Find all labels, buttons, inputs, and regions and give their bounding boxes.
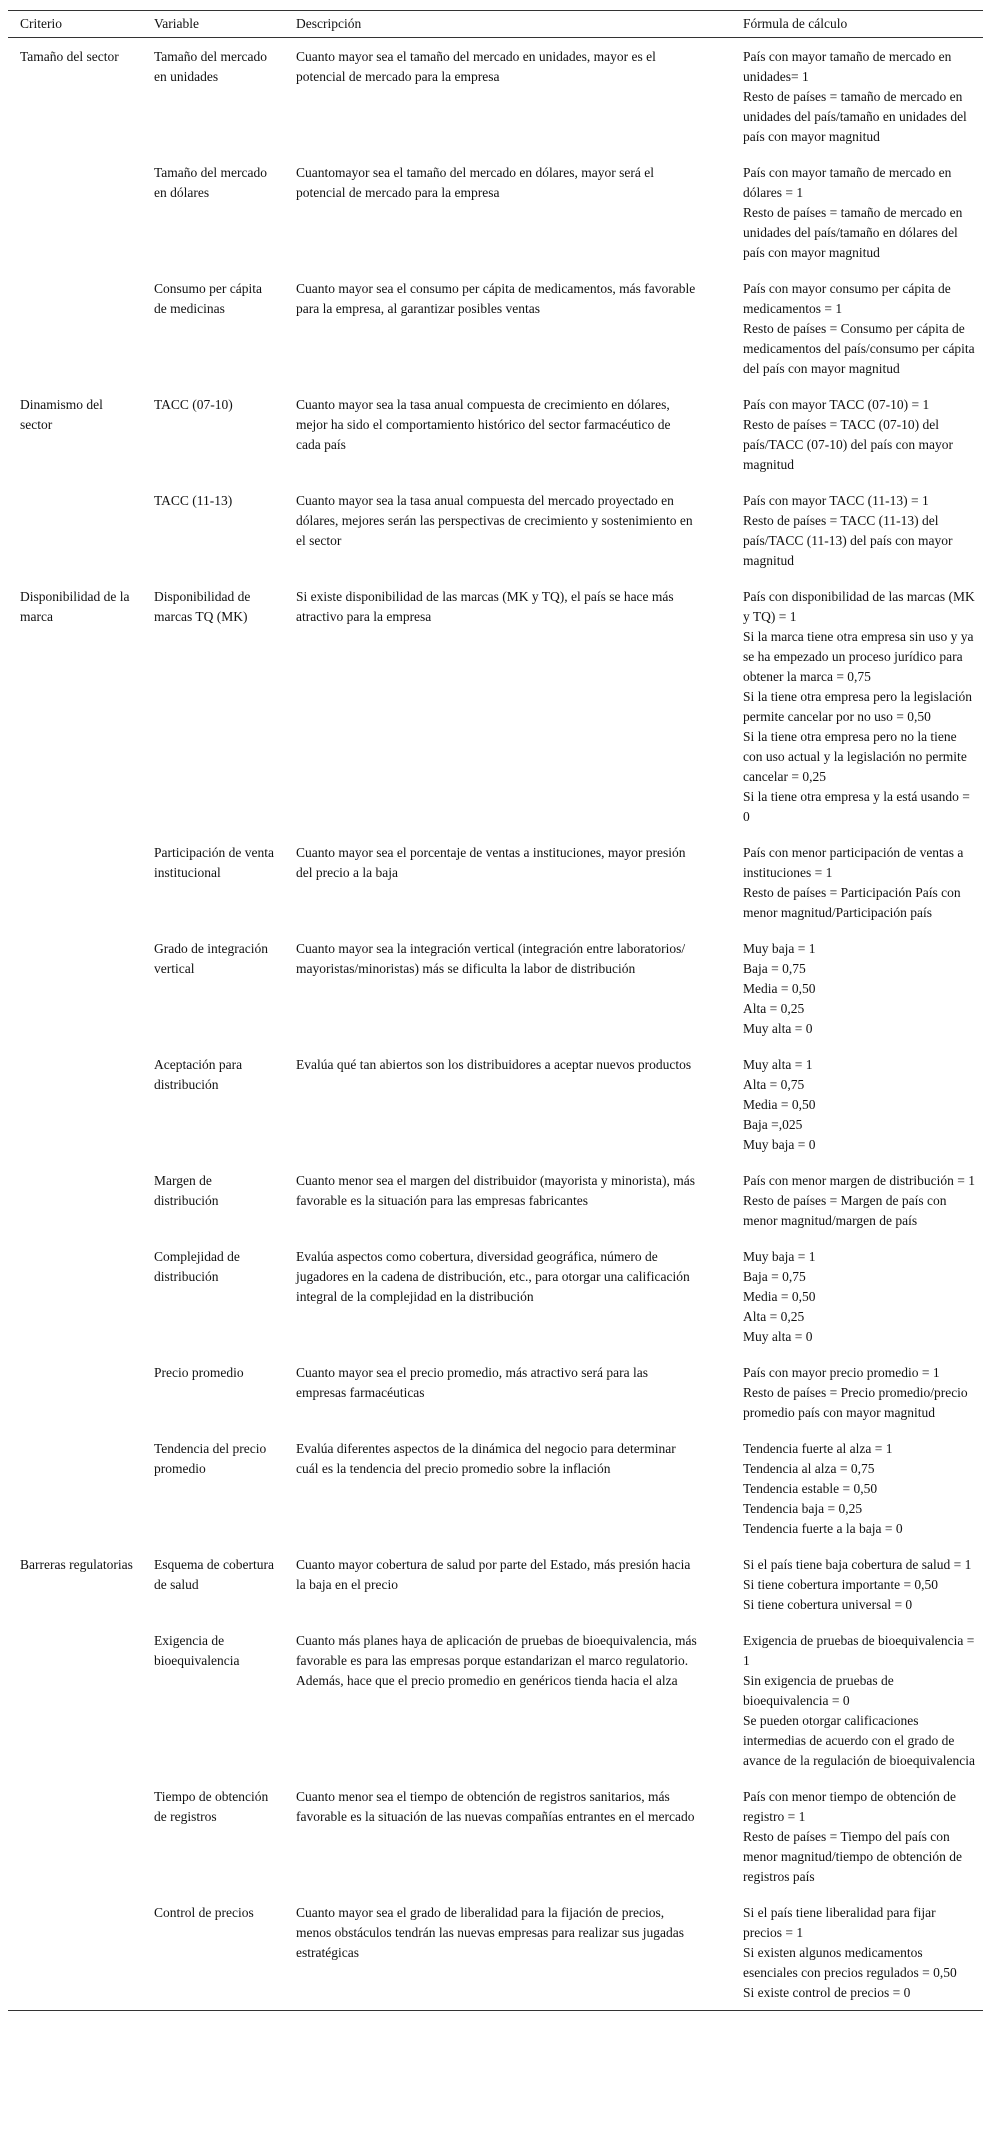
cell-formula <box>731 1430 983 1546</box>
table-row <box>8 1162 983 1238</box>
cell-variable: Tamaño del mercado en unidades <box>154 49 268 84</box>
table-row <box>8 834 983 930</box>
cell-formula <box>731 386 983 482</box>
formula-line: Baja = 0,75 <box>743 961 806 976</box>
table-row <box>8 930 983 1046</box>
cell-criterio <box>8 270 142 386</box>
formula-line: Si tiene cobertura universal = 0 <box>743 1597 913 1612</box>
formula-line: Muy alta = 1 <box>743 1057 813 1072</box>
formula-line: País con mayor TACC (11-13) = 1 <box>743 493 929 508</box>
formula-line: Muy alta = 0 <box>743 1329 813 1344</box>
cell-descripcion: Cuanto mayor sea el precio promedio, más atractivo será para las empresas farmacéuticas <box>296 1365 648 1400</box>
cell-descripcion: Evalúa diferentes aspectos de la dinámica del negocio para determinar cuál es la tendencia del precio promedio sobre la inflación <box>296 1441 676 1476</box>
formula-line: Resto de países = tamaño de mercado en unidades del país/tamaño en dólares del país con mayor magnitud <box>743 205 963 260</box>
formula-line: Tendencia fuerte a la baja = 0 <box>743 1521 903 1536</box>
formula-line: Si tiene cobertura importante = 0,50 <box>743 1577 939 1592</box>
cell-criterio: Barreras regulatorias <box>20 1557 133 1572</box>
cell-criterio <box>8 482 142 578</box>
formula-line: Media = 0,50 <box>743 981 816 996</box>
cell-descripcion: Cuanto más planes haya de aplicación de pruebas de bioequivalencia, más favorable es para las empresas porque estandarizan el marco regulatorio. Además, hace que el precio promedio en genéricos tienda hacia el alza <box>296 1633 697 1688</box>
formula-line: Resto de países = TACC (11-13) del país/TACC (11-13) del país con mayor magnitud <box>743 513 953 568</box>
table-row <box>8 1354 983 1430</box>
formula-line: Si la tiene otra empresa pero la legislación permite cancelar por no uso = 0,50 <box>743 689 973 724</box>
cell-variable: Margen de distribución <box>154 1173 219 1208</box>
cell-criterio: Disponibilidad de la marca <box>20 589 130 624</box>
cell-variable: TACC (07-10) <box>154 397 233 412</box>
cell-formula <box>731 482 983 578</box>
formula-line: Si existen algunos medicamentos esenciales con precios regulados = 0,50 <box>743 1945 957 1980</box>
formula-line: Media = 0,50 <box>743 1097 816 1112</box>
table-row <box>8 1778 983 1894</box>
cell-criterio <box>8 1622 142 1778</box>
formula-line: Resto de países = TACC (07-10) del país/TACC (07-10) del país con mayor magnitud <box>743 417 954 472</box>
formula-line: Si el país tiene baja cobertura de salud = 1 <box>743 1557 972 1572</box>
cell-variable: Tiempo de obtención de registros <box>154 1789 269 1824</box>
cell-criterio <box>8 1162 142 1238</box>
formula-line: Tendencia fuerte al alza = 1 <box>743 1441 893 1456</box>
cell-descripcion: Evalúa qué tan abiertos son los distribuidores a aceptar nuevos productos <box>296 1057 692 1072</box>
cell-criterio <box>8 1894 142 2011</box>
formula-line: Resto de países = tamaño de mercado en unidades del país/tamaño en unidades del país con mayor magnitud <box>743 89 967 144</box>
formula-line: Resto de países = Participación País con menor magnitud/Participación país <box>743 885 961 920</box>
cell-formula <box>731 578 983 834</box>
formula-line: Muy alta = 0 <box>743 1021 813 1036</box>
formula-line: Sin exigencia de pruebas de bioequivalencia = 0 <box>743 1673 894 1708</box>
formula-line: Baja =,025 <box>743 1117 803 1132</box>
table-row <box>8 38 983 155</box>
cell-criterio <box>8 1354 142 1430</box>
header-formula: Fórmula de cálculo <box>731 11 983 38</box>
formula-line: Alta = 0,25 <box>743 1309 805 1324</box>
formula-line: Se pueden otorgar calificaciones intermedias de acuerdo con el grado de avance de la regulación de bioequivalencia <box>743 1713 976 1768</box>
formula-line: País con menor participación de ventas a instituciones = 1 <box>743 845 964 880</box>
cell-criterio: Dinamismo del sector <box>20 397 103 432</box>
cell-variable: Tendencia del precio promedio <box>154 1441 267 1476</box>
table-row <box>8 1546 983 1622</box>
cell-descripcion: Cuanto mayor sea la integración vertical (integración entre laboratorios/ mayoristas/minoristas) más se dificulta la labor de distribución <box>296 941 686 976</box>
cell-variable: Exigencia de bioequivalencia <box>154 1633 240 1668</box>
formula-line: Si la tiene otra empresa pero no la tiene con uso actual y la legislación no permite cancelar = 0,25 <box>743 729 967 784</box>
cell-formula <box>731 834 983 930</box>
cell-descripcion: Cuantomayor sea el tamaño del mercado en dólares, mayor será el potencial de mercado para la empresa <box>296 165 654 200</box>
cell-formula <box>731 154 983 270</box>
table-row <box>8 154 983 270</box>
formula-line: País con mayor TACC (07-10) = 1 <box>743 397 930 412</box>
cell-descripcion: Cuanto mayor sea el grado de liberalidad para la fijación de precios, menos obstáculos tendrán las nuevas empresas para realizar sus jugadas estratégicas <box>284 1894 731 2011</box>
formula-line: País con mayor tamaño de mercado en unidades= 1 <box>743 49 952 84</box>
formula-line: Alta = 0,75 <box>743 1077 805 1092</box>
table-row <box>8 482 983 578</box>
cell-formula <box>731 1894 983 2011</box>
formula-line: Resto de países = Precio promedio/precio promedio país con mayor magnitud <box>743 1385 968 1420</box>
table-row <box>8 1894 983 2011</box>
cell-variable: Consumo per cápita de medicinas <box>154 281 262 316</box>
cell-criterio <box>8 1430 142 1546</box>
cell-formula <box>731 38 983 155</box>
cell-criterio <box>8 1238 142 1354</box>
cell-descripcion: Cuanto menor sea el margen del distribuidor (mayorista y minorista), más favorable es la situación para las empresas fabricantes <box>296 1173 696 1208</box>
table-row <box>8 1046 983 1162</box>
formula-line: País con mayor consumo per cápita de medicamentos = 1 <box>743 281 951 316</box>
cell-descripcion: Cuanto mayor sea la tasa anual compuesta del mercado proyectado en dólares, mejores serán las perspectivas de crecimiento y sostenimiento en el sector <box>296 493 693 548</box>
formula-line: Muy baja = 0 <box>743 1137 816 1152</box>
cell-formula <box>731 1622 983 1778</box>
cell-descripcion: Cuanto mayor cobertura de salud por parte del Estado, más presión hacia la baja en el precio <box>296 1557 691 1592</box>
cell-formula <box>731 1046 983 1162</box>
cell-descripcion: Si existe disponibilidad de las marcas (MK y TQ), el país se hace más atractivo para la empresa <box>296 589 674 624</box>
formula-line: Baja = 0,75 <box>743 1269 806 1284</box>
table-row <box>8 1430 983 1546</box>
formula-line: Tendencia al alza = 0,75 <box>743 1461 875 1476</box>
cell-variable: Tamaño del mercado en dólares <box>154 165 268 200</box>
table-row <box>8 578 983 834</box>
cell-criterio <box>8 1046 142 1162</box>
cell-descripcion: Cuanto menor sea el tiempo de obtención de registros sanitarios, más favorable es la situación de las nuevas compañías entrantes en el mercado <box>296 1789 695 1824</box>
cell-descripcion: Evalúa aspectos como cobertura, diversidad geográfica, número de jugadores en la cadena de distribución, etc., para otorgar una calificación integral de la complejidad en la distribución <box>296 1249 690 1304</box>
table-body <box>8 38 983 2011</box>
formula-line: País con menor margen de distribución = 1 <box>743 1173 975 1188</box>
cell-criterio <box>8 834 142 930</box>
cell-formula <box>731 270 983 386</box>
table-row <box>8 270 983 386</box>
cell-variable: Precio promedio <box>154 1365 244 1380</box>
cell-descripcion: Cuanto mayor sea la tasa anual compuesta de crecimiento en dólares, mejor ha sido el comportamiento histórico del sector farmacéutico de cada país <box>296 397 671 452</box>
cell-descripcion: Cuanto mayor sea el tamaño del mercado en unidades, mayor es el potencial de mercado para la empresa <box>296 49 656 84</box>
cell-formula <box>731 1778 983 1894</box>
cell-criterio <box>8 930 142 1046</box>
header-variable: Variable <box>142 11 284 38</box>
cell-variable: TACC (11-13) <box>154 493 233 508</box>
cell-variable: Complejidad de distribución <box>154 1249 240 1284</box>
cell-formula <box>731 1546 983 1622</box>
criteria-table <box>8 10 983 2011</box>
cell-descripcion: Cuanto mayor sea el porcentaje de ventas a instituciones, mayor presión del precio a la baja <box>296 845 686 880</box>
formula-line: Media = 0,50 <box>743 1289 816 1304</box>
formula-line: Si existe control de precios = 0 <box>743 1985 911 2000</box>
formula-line: País con disponibilidad de las marcas (MK y TQ) = 1 <box>743 589 975 624</box>
formula-line: Muy baja = 1 <box>743 941 816 956</box>
cell-formula <box>731 1162 983 1238</box>
cell-variable: Grado de integración vertical <box>154 941 268 976</box>
table-header <box>8 11 983 38</box>
cell-criterio <box>8 1778 142 1894</box>
header-descripcion: Descripción <box>284 11 731 38</box>
header-criterio: Criterio <box>8 11 142 38</box>
formula-line: Muy baja = 1 <box>743 1249 816 1264</box>
formula-line: Si el país tiene liberalidad para fijar precios = 1 <box>743 1905 936 1940</box>
cell-variable: Control de precios <box>142 1894 284 2011</box>
formula-line: Alta = 0,25 <box>743 1001 805 1016</box>
formula-line: Resto de países = Tiempo del país con menor magnitud/tiempo de obtención de registros país <box>743 1829 962 1884</box>
cell-formula <box>731 1354 983 1430</box>
cell-variable: Disponibilidad de marcas TQ (MK) <box>154 589 251 624</box>
formula-line: País con mayor precio promedio = 1 <box>743 1365 940 1380</box>
formula-line: Exigencia de pruebas de bioequivalencia = 1 <box>743 1633 975 1668</box>
cell-criterio <box>8 154 142 270</box>
table-row <box>8 386 983 482</box>
formula-line: País con menor tiempo de obtención de registro = 1 <box>743 1789 956 1824</box>
formula-line: Resto de países = Margen de país con menor magnitud/margen de país <box>743 1193 947 1228</box>
cell-formula <box>731 930 983 1046</box>
header-row <box>8 11 983 38</box>
table-row <box>8 1622 983 1778</box>
cell-variable: Esquema de cobertura de salud <box>154 1557 274 1592</box>
formula-line: Si la tiene otra empresa y la está usando = 0 <box>743 789 970 824</box>
cell-criterio: Tamaño del sector <box>20 49 119 64</box>
table-row <box>8 1238 983 1354</box>
formula-line: Si la marca tiene otra empresa sin uso y ya se ha empezado un proceso jurídico para obtener la marca = 0,75 <box>743 629 974 684</box>
formula-line: Resto de países = Consumo per cápita de medicamentos del país/consumo per cápita del país con mayor magnitud <box>743 321 975 376</box>
cell-variable: Participación de venta institucional <box>154 845 274 880</box>
formula-line: Tendencia baja = 0,25 <box>743 1501 863 1516</box>
formula-line: País con mayor tamaño de mercado en dólares = 1 <box>743 165 952 200</box>
cell-variable: Aceptación para distribución <box>154 1057 243 1092</box>
cell-formula <box>731 1238 983 1354</box>
cell-descripcion: Cuanto mayor sea el consumo per cápita de medicamentos, más favorable para la empresa, al garantizar posibles ventas <box>296 281 696 316</box>
formula-line: Tendencia estable = 0,50 <box>743 1481 878 1496</box>
